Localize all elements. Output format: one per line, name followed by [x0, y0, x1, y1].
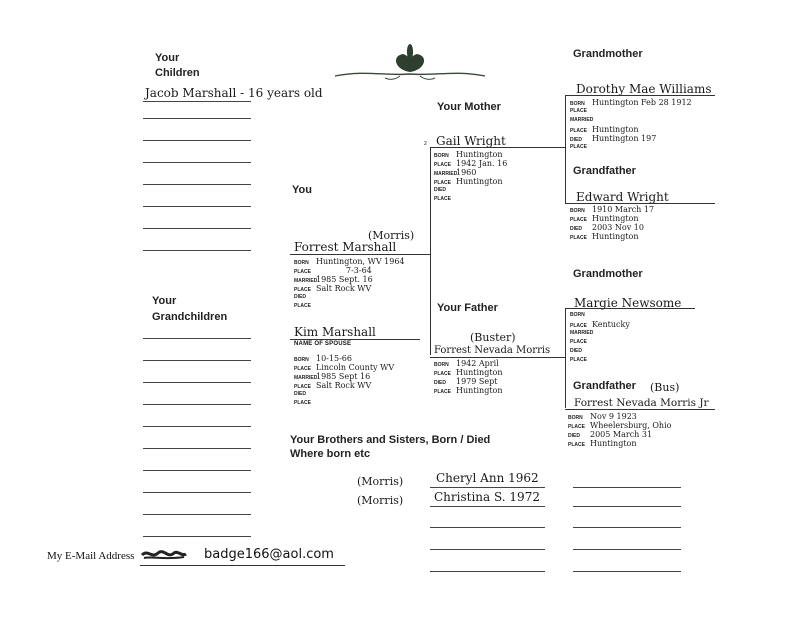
child-line [143, 250, 251, 251]
scribble-mark [140, 545, 188, 563]
father-name-line [430, 357, 565, 358]
spouse-caption: NAME OF SPOUSE [294, 341, 352, 347]
grandmother2-details: BORN PLACE Kentucky MARRIED PLACE DIED PLACE [570, 312, 630, 363]
sibling-name: Christina S. 1972 [434, 490, 540, 504]
sibling-note: (Morris) [357, 494, 404, 507]
father-note: (Buster) [470, 331, 516, 344]
maternal-connector [565, 95, 566, 203]
sibling-line [573, 506, 681, 507]
email-label: My E-Mail Address [47, 550, 135, 562]
grandmother1-details: BORN Huntington Feb 28 1912 PLACE MARRIED PLACE Huntington DIED Huntington 197 PLACE [570, 98, 692, 150]
grandmother-header-2: Grandmother [573, 268, 643, 280]
child-line [143, 228, 251, 229]
siblings-header: Your Brothers and Sisters, Born / Died Where born etc [290, 434, 491, 460]
grandchild-line [143, 360, 251, 361]
mother-name-line [430, 147, 565, 148]
grandfather-header-1: Grandfather [573, 165, 636, 177]
sibling-line [573, 527, 681, 528]
you-name-line [290, 254, 430, 255]
grandmother2-line [565, 308, 695, 309]
sibling-line [430, 571, 545, 572]
sibling-name: Cheryl Ann 1962 [436, 471, 539, 485]
grandfather1-line [565, 203, 715, 204]
child-line [143, 118, 251, 119]
mother-header: Your Mother [437, 101, 501, 113]
spouse-details: BORN 10-15-66 PLACE Lincoln County WV MARRIED 1985 Sept 16 PLACE Salt Rock WV DIED PLACE [294, 354, 395, 406]
grandchild-line [143, 338, 251, 339]
child-line [143, 184, 251, 185]
sibling-line [430, 506, 545, 507]
grandchild-line [143, 514, 251, 515]
grandfather-header-2: Grandfather [573, 380, 636, 392]
grandfather2-name: Forrest Nevada Morris Jr [574, 397, 709, 409]
email-value: badge166@aol.com [204, 547, 334, 562]
father-header: Your Father [437, 302, 498, 314]
mother-name: Gail Wright [436, 134, 506, 148]
sibling-line [573, 571, 681, 572]
grandchild-line [143, 536, 251, 537]
father-details: BORN 1942 April PLACE Huntington DIED 1979 Sept PLACE Huntington [434, 359, 503, 395]
grandchild-line [143, 382, 251, 383]
sibling-line [430, 549, 545, 550]
you-name: Forrest Marshall [294, 240, 397, 254]
grandmother1-name: Dorothy Mae Williams [576, 82, 712, 96]
grandchild-line [143, 404, 251, 405]
spouse-name-line [290, 339, 420, 340]
paternal-connector [565, 308, 566, 408]
sibling-line [430, 527, 545, 528]
you-header: You [292, 184, 312, 196]
child-line [143, 140, 251, 141]
grandchild-line [143, 470, 251, 471]
sibling-line [573, 487, 681, 488]
grandchild-line [143, 492, 251, 493]
grandfather1-details: BORN 1910 March 17 PLACE Huntington DIED 2003 Nov 10 PLACE Huntington [570, 205, 655, 241]
you-details: BORN Huntington, WV 1964 PLACE 7-3-64 MARRIED 1985 Sept. 16 PLACE Salt Rock WV DIED PLACE [294, 257, 405, 309]
parents-connector [430, 147, 431, 355]
father-name: Forrest Nevada Morris [434, 345, 551, 356]
sibling-line [573, 549, 681, 550]
grandmother2-name: Margie Newsome [574, 296, 682, 310]
grandfather2-details: BORN Nov 9 1923 PLACE Wheelersburg, Ohio DIED 2005 March 31 PLACE Huntington [568, 412, 672, 448]
child-line [143, 101, 251, 102]
spouse-name: Kim Marshall [294, 325, 376, 339]
you-note: (Morris) [368, 229, 415, 242]
sibling-line [430, 487, 545, 488]
grandchildren-header: Your Grandchildren [152, 295, 228, 323]
grandchild-line [143, 426, 251, 427]
grandfather2-note: (Bus) [650, 381, 680, 394]
child-line [143, 162, 251, 163]
grandfather1-name: Edward Wright [576, 190, 669, 204]
grandchild-line [143, 448, 251, 449]
email-line [140, 565, 345, 566]
grandfather2-line [565, 409, 715, 410]
grandmother-header-1: Grandmother [573, 48, 643, 60]
sibling-note: (Morris) [357, 475, 404, 488]
grandmother1-line [565, 95, 715, 96]
mother-number: 2 [424, 141, 427, 147]
leaf-ornament [325, 42, 495, 84]
child-line [143, 206, 251, 207]
children-header: Your Children [155, 52, 200, 79]
mother-details: BORN Huntington PLACE 1942 Jan. 16 MARRIED 1960 PLACE Huntington DIED PLACE [434, 150, 508, 202]
child-entry: Jacob Marshall - 16 years old [145, 86, 323, 100]
